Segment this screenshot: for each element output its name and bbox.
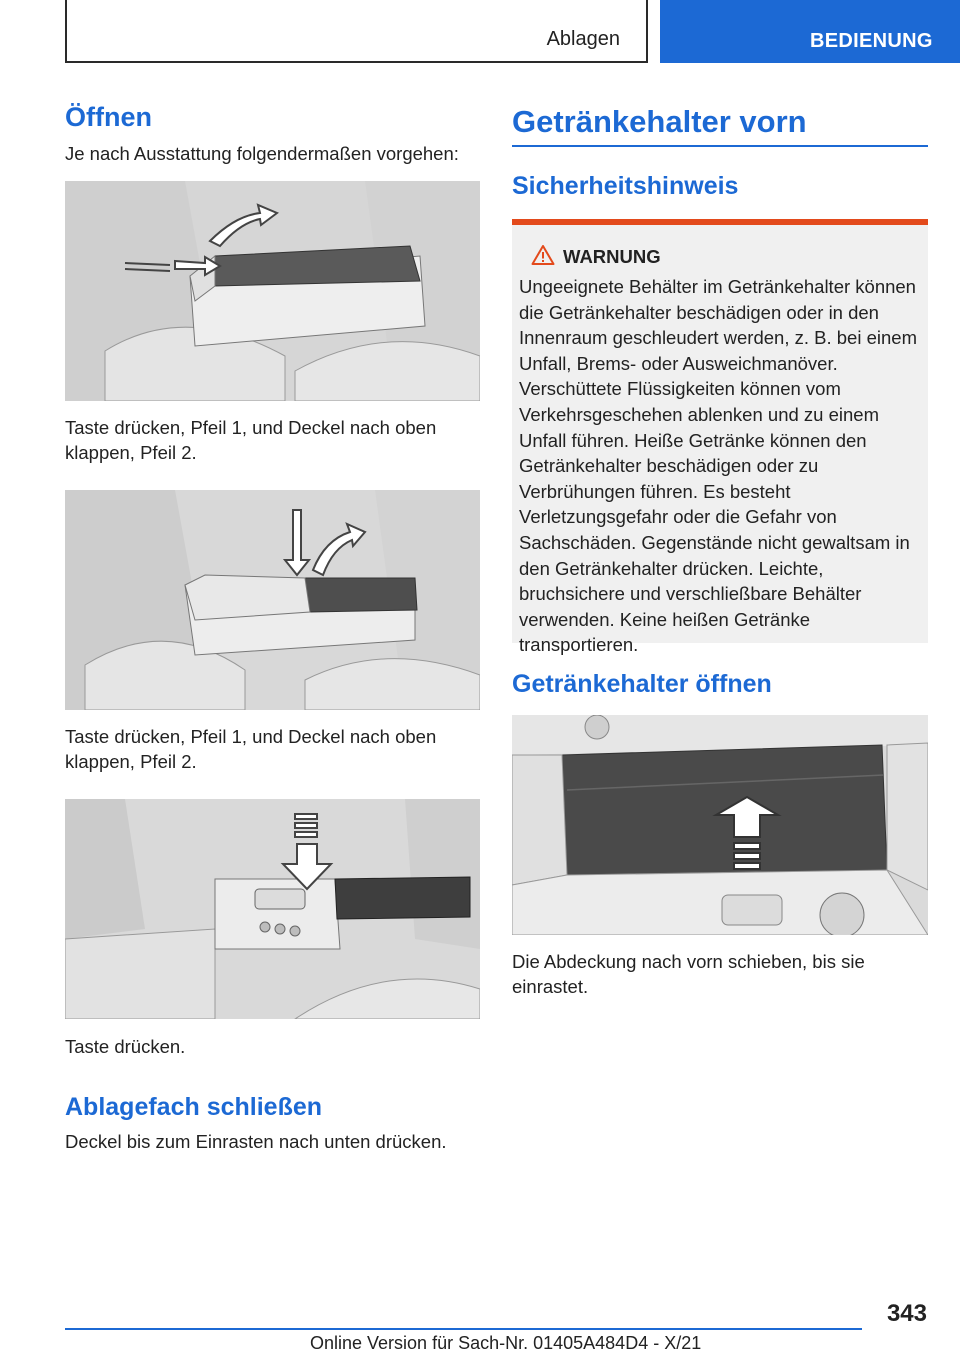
footer-rule (65, 1328, 862, 1330)
warning-title: WARNUNG (563, 246, 661, 267)
caption-3: Taste drücken. (65, 1036, 186, 1057)
warning-text: Ungeeignete Behälter im Getränkehalter können die Getränkehalter beschädigen oder in den Innenraum geschleudert werden, z. B. bei einem Unfall, Brems- oder Ausweichmanöver. Verschüttete Flüssigkeiten können vom Verkehrsgeschehen ablenken und zu einem Unfall führen. Heiße Getränke können den Getränkehalter beschädigen oder zu Verbrühungen führen. Es besteht Verletzungsgefahr oder die Gefahr von Sachschäden. Gegenstände nicht gewaltsam in den Getränkehalter drücken. Leichte, bruchsichere und verschließbare Behälter verwenden. Keine heißen Getränke transportieren. (519, 276, 917, 656)
caption-2: Taste drücken, Pfeil 1, und Deckel nach oben klappen, Pfeil 2. (65, 726, 437, 772)
heading-open-holder: Getränkehalter öffnen (512, 670, 772, 698)
heading-safety: Sicherheitshinweis (512, 172, 739, 200)
caption-1: Taste drücken, Pfeil 1, und Deckel nach oben klappen, Pfeil 2. (65, 417, 437, 463)
warning-triangle-icon (531, 244, 555, 271)
intro-text: Je nach Ausstattung folgendermaßen vorgehen: (65, 143, 459, 164)
armrest-illustration-3 (65, 799, 480, 1019)
cup-holder-illustration (512, 715, 928, 935)
page-number: 343 (886, 1300, 927, 1327)
armrest-illustration-1 (65, 181, 480, 401)
heading-underline (512, 145, 928, 147)
close-text: Deckel bis zum Einrasten nach unten drücken. (65, 1131, 447, 1152)
armrest-illustration-2 (65, 490, 480, 710)
heading-close: Ablagefach schließen (65, 1093, 323, 1121)
header-chapter-tab (660, 0, 960, 63)
heading-open: Öffnen (65, 102, 152, 132)
header-section-title: Ablagen (546, 28, 620, 50)
warning-box (512, 219, 928, 656)
header-chapter-label: BEDIENUNG (810, 30, 933, 52)
heading-cup-holder: Getränkehalter vorn (512, 104, 807, 139)
footer-text: Online Version für Sach-Nr. 01405A484D4 - X/21 (310, 1333, 702, 1353)
warning-heading (531, 243, 918, 271)
cup-holder-caption: Die Abdeckung nach vorn schieben, bis sie einrastet. (512, 951, 865, 997)
